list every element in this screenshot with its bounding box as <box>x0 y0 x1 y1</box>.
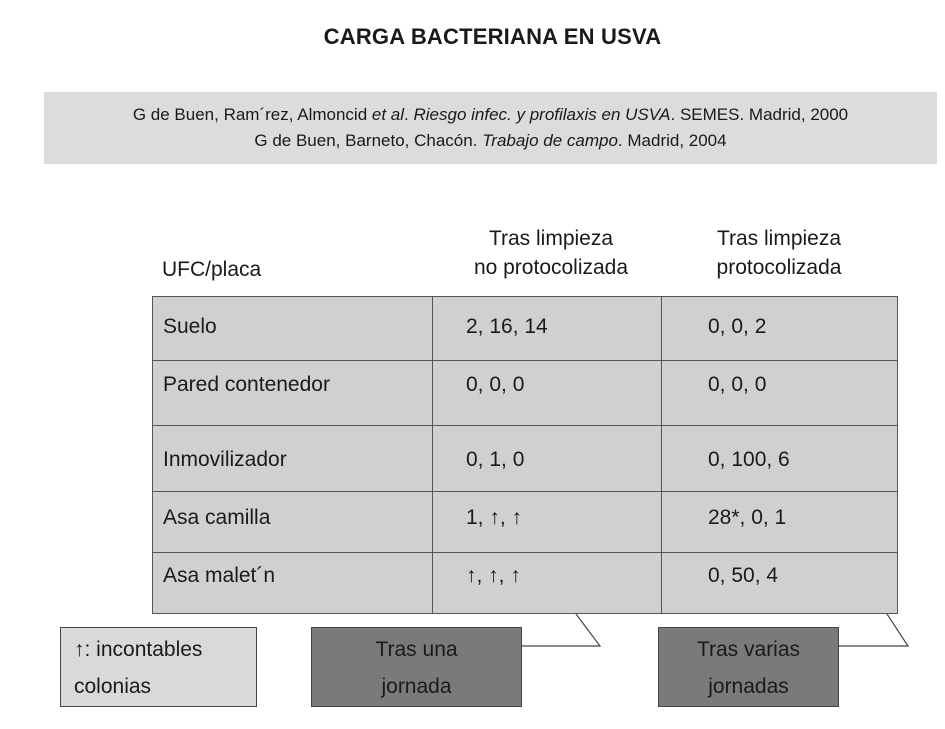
row-value-col1: 2, 16, 14 <box>466 315 548 338</box>
callout2-line-2: jornadas <box>708 675 789 698</box>
legend-box <box>60 627 257 707</box>
row-label: Inmovilizador <box>163 448 287 471</box>
callout1-line-1: Tras una <box>375 638 458 661</box>
row-label: Pared contenedor <box>163 373 330 396</box>
row-value-col2: 0, 0, 2 <box>708 315 767 338</box>
row-value-col2: 0, 0, 0 <box>708 373 767 396</box>
callout-several-shifts <box>658 627 839 707</box>
callout1-line-2: jornada <box>381 675 452 698</box>
page-title: CARGA BACTERIANA EN USVA <box>323 24 662 49</box>
header-ufc: UFC/placa <box>162 258 262 281</box>
row-label: Asa malet´n <box>163 564 276 587</box>
callout1-pointer <box>522 614 600 646</box>
row-value-col1: 1, ↑, ↑ <box>466 506 523 529</box>
row-value-col2: 28*, 0, 1 <box>708 506 787 529</box>
row-value-col2: 0, 50, 4 <box>708 564 779 587</box>
header-col-protocolizada: Tras limpieza protocolizada <box>716 227 842 279</box>
row-value-col1: 0, 1, 0 <box>466 448 525 471</box>
callout-one-shift <box>311 627 522 707</box>
callout2-pointer <box>839 614 908 646</box>
legend-line-1: ↑: incontables <box>74 638 203 661</box>
row-value-col1: 0, 0, 0 <box>466 373 525 396</box>
callout2-line-1: Tras varias <box>696 638 801 661</box>
row-label: Asa camilla <box>163 506 271 529</box>
reference-1: G de Buen, Ram´rez, Almoncid et al. Riesgo infec. y profilaxis en USVA. SEMES. Madrid, 2000 <box>132 105 849 124</box>
reference-2: G de Buen, Barneto, Chacón. Trabajo de campo. Madrid, 2004 <box>254 131 727 150</box>
row-value-col1: ↑, ↑, ↑ <box>466 564 521 587</box>
header-col-no-protocolizada: Tras limpieza no protocolizada <box>473 227 629 279</box>
row-label: Suelo <box>163 315 217 338</box>
legend-line-2: colonias <box>74 675 152 698</box>
row-value-col2: 0, 100, 6 <box>708 448 790 471</box>
